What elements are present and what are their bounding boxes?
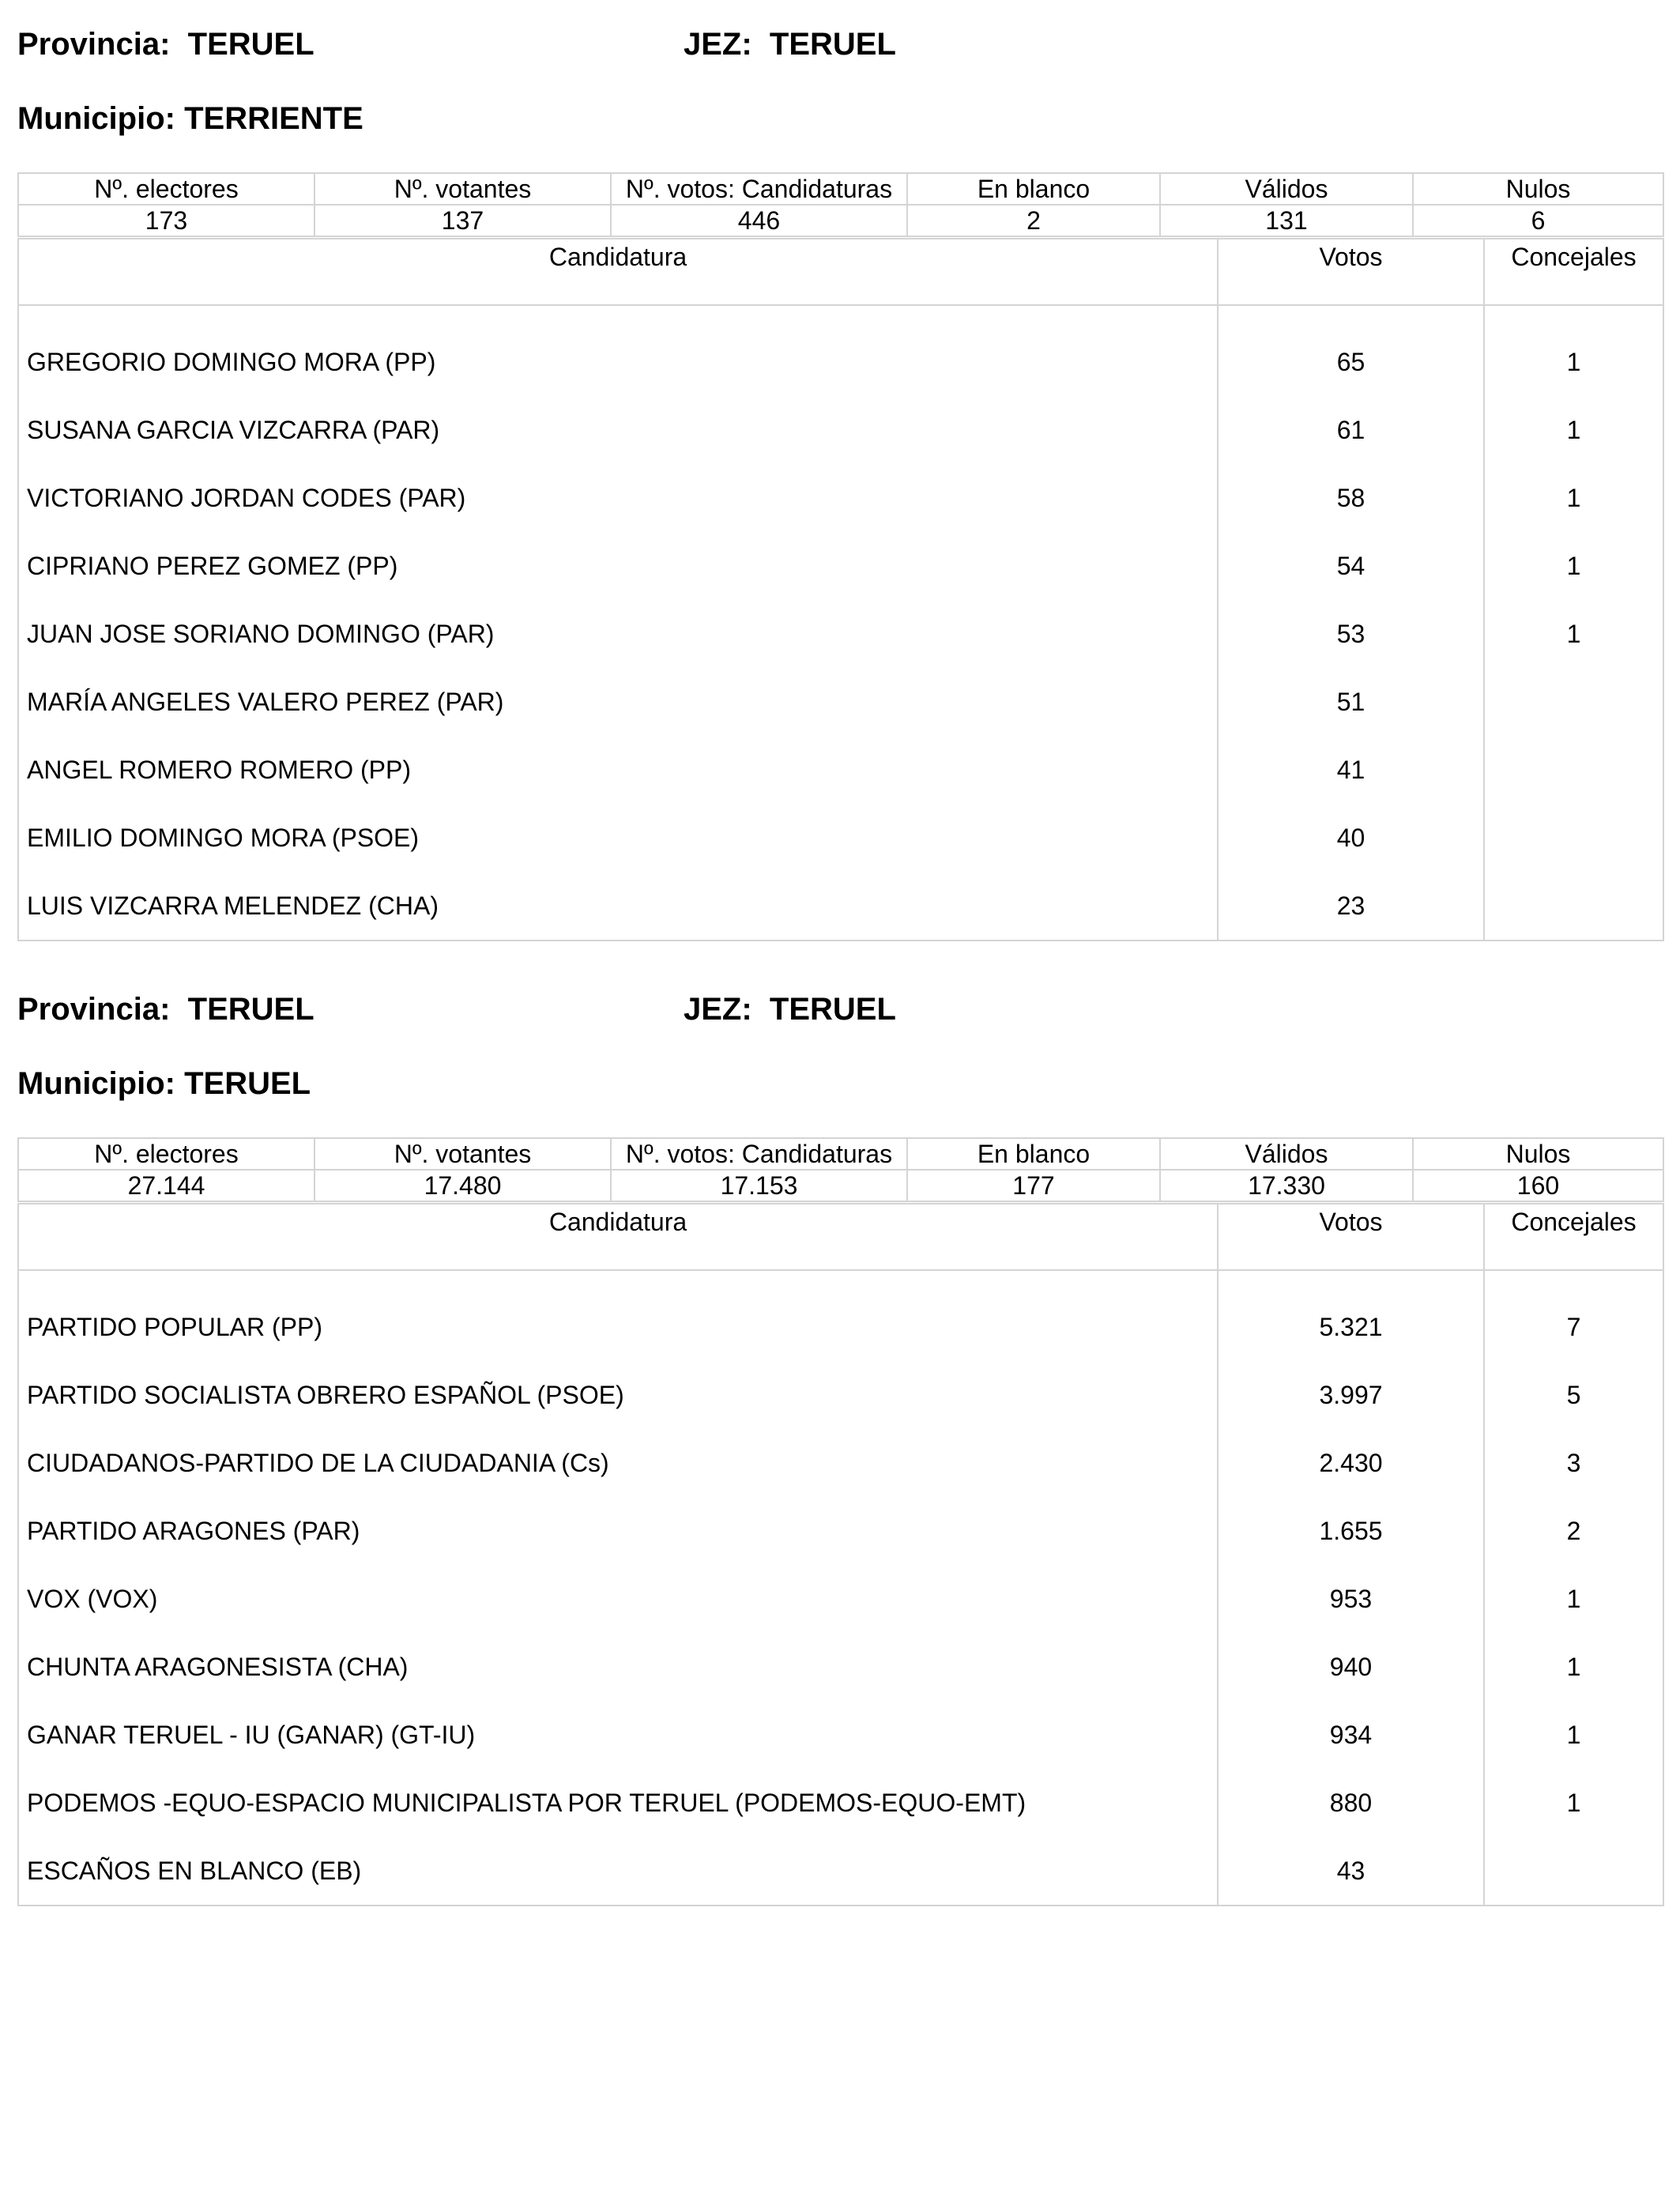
candidate-seats: 1 [1484,305,1663,396]
candidate-votes: 54 [1218,532,1484,600]
jez-value: TERUEL [769,992,896,1027]
jez-heading [684,993,896,1025]
summary-value-row [18,205,1663,236]
candidate-seats [1484,804,1663,872]
municipio-label: Municipio: [17,1066,175,1101]
candidate-seats: 1 [1484,396,1663,464]
table-row [18,1429,1663,1497]
summary-header-cell: En blanco [907,1138,1160,1170]
table-row [18,804,1663,872]
table-row [18,1701,1663,1769]
results-header-row [18,1204,1663,1270]
candidate-seats: 1 [1484,532,1663,600]
table-row [18,668,1663,736]
table-row [18,305,1663,396]
results-table [17,238,1664,941]
candidate-seats [1484,872,1663,941]
summary-header-cell: Nº. votos: Candidaturas [611,1138,907,1170]
summary-header-cell: Nº. electores [18,1138,315,1170]
candidate-votes: 65 [1218,305,1484,396]
candidate-seats: 1 [1484,600,1663,668]
candidate-name: PODEMOS -EQUO-ESPACIO MUNICIPALISTA POR TERUEL (PODEMOS-EQUO-EMT) [18,1769,1218,1837]
candidate-name: GANAR TERUEL - IU (GANAR) (GT-IU) [18,1701,1218,1769]
jez-label: JEZ: [684,992,752,1027]
candidate-seats: 1 [1484,1701,1663,1769]
candidate-votes: 58 [1218,464,1484,532]
candidate-seats [1484,1837,1663,1906]
candidate-name: ANGEL ROMERO ROMERO (PP) [18,736,1218,804]
table-row [18,396,1663,464]
summary-header-cell: Válidos [1160,1138,1413,1170]
candidate-seats: 3 [1484,1429,1663,1497]
votos-header: Votos [1218,239,1484,305]
summary-value-cell: 17.480 [315,1170,611,1201]
summary-value-cell: 2 [907,205,1160,236]
candidate-votes: 53 [1218,600,1484,668]
candidate-name: CIUDADANOS-PARTIDO DE LA CIUDADANIA (Cs) [18,1429,1218,1497]
candidate-votes: 40 [1218,804,1484,872]
table-row [18,532,1663,600]
candidate-name: CHUNTA ARAGONESISTA (CHA) [18,1633,1218,1701]
candidatura-header: Candidatura [18,239,1218,305]
candidate-seats: 2 [1484,1497,1663,1565]
candidate-votes: 953 [1218,1565,1484,1633]
table-row [18,1361,1663,1429]
provincia-value: TERUEL [187,992,315,1027]
votos-header: Votos [1218,1204,1484,1270]
candidate-name: VICTORIANO JORDAN CODES (PAR) [18,464,1218,532]
candidate-seats: 1 [1484,1565,1663,1633]
candidate-votes: 51 [1218,668,1484,736]
table-row [18,1497,1663,1565]
candidate-seats: 1 [1484,464,1663,532]
summary-header-cell: Válidos [1160,173,1413,205]
candidate-votes: 1.655 [1218,1497,1484,1565]
candidate-votes: 3.997 [1218,1361,1484,1429]
table-row [18,464,1663,532]
jez-heading [684,28,896,60]
summary-value-cell: 17.330 [1160,1170,1413,1201]
candidate-votes: 880 [1218,1769,1484,1837]
table-row [18,1633,1663,1701]
summary-header-cell: En blanco [907,173,1160,205]
candidate-seats: 1 [1484,1769,1663,1837]
table-row [18,736,1663,804]
candidate-seats [1484,668,1663,736]
candidate-name: CIPRIANO PEREZ GOMEZ (PP) [18,532,1218,600]
candidate-name: PARTIDO POPULAR (PP) [18,1270,1218,1361]
summary-value-cell: 137 [315,205,611,236]
jez-label: JEZ: [684,27,752,62]
provincia-heading [17,28,315,60]
candidate-seats: 5 [1484,1361,1663,1429]
municipio-heading [17,103,363,134]
summary-value-cell: 446 [611,205,907,236]
summary-value-row [18,1170,1663,1201]
candidate-votes: 2.430 [1218,1429,1484,1497]
provincia-heading [17,993,315,1025]
candidate-votes: 5.321 [1218,1270,1484,1361]
candidate-votes: 934 [1218,1701,1484,1769]
candidate-name: LUIS VIZCARRA MELENDEZ (CHA) [18,872,1218,941]
candidate-votes: 43 [1218,1837,1484,1906]
concejales-header: Concejales [1484,1204,1663,1270]
summary-value-cell: 131 [1160,205,1413,236]
municipio-heading [17,1068,311,1099]
candidate-votes: 940 [1218,1633,1484,1701]
candidate-votes: 61 [1218,396,1484,464]
candidate-name: MARÍA ANGELES VALERO PEREZ (PAR) [18,668,1218,736]
summary-value-cell: 27.144 [18,1170,315,1201]
summary-header-cell: Nulos [1413,173,1663,205]
table-row [18,1270,1663,1361]
provincia-value: TERUEL [187,27,315,62]
candidate-name: GREGORIO DOMINGO MORA (PP) [18,305,1218,396]
table-row [18,872,1663,941]
summary-header-cell: Nº. votantes [315,1138,611,1170]
results-header-row [18,239,1663,305]
candidate-name: EMILIO DOMINGO MORA (PSOE) [18,804,1218,872]
summary-value-cell: 6 [1413,205,1663,236]
summary-header-cell: Nº. votos: Candidaturas [611,173,907,205]
summary-value-cell: 160 [1413,1170,1663,1201]
candidate-seats: 1 [1484,1633,1663,1701]
candidate-name: VOX (VOX) [18,1565,1218,1633]
municipio-value: TERUEL [184,1066,311,1101]
candidate-votes: 23 [1218,872,1484,941]
candidate-name: JUAN JOSE SORIANO DOMINGO (PAR) [18,600,1218,668]
summary-header-row [18,1138,1663,1170]
table-row [18,600,1663,668]
jez-value: TERUEL [769,27,896,62]
candidatura-header: Candidatura [18,1204,1218,1270]
candidate-votes: 41 [1218,736,1484,804]
candidate-seats [1484,736,1663,804]
summary-header-row [18,173,1663,205]
municipio-label: Municipio: [17,101,175,136]
candidate-name: PARTIDO ARAGONES (PAR) [18,1497,1218,1565]
table-row [18,1837,1663,1906]
candidate-name: ESCAÑOS EN BLANCO (EB) [18,1837,1218,1906]
summary-header-cell: Nº. electores [18,173,315,205]
summary-table [17,1137,1664,1202]
summary-value-cell: 173 [18,205,315,236]
candidate-seats: 7 [1484,1270,1663,1361]
results-table [17,1203,1664,1906]
candidate-name: PARTIDO SOCIALISTA OBRERO ESPAÑOL (PSOE) [18,1361,1218,1429]
summary-value-cell: 17.153 [611,1170,907,1201]
summary-header-cell: Nº. votantes [315,173,611,205]
summary-value-cell: 177 [907,1170,1160,1201]
provincia-label: Provincia: [17,27,171,62]
summary-table [17,172,1664,237]
table-row [18,1769,1663,1837]
table-row [18,1565,1663,1633]
provincia-label: Provincia: [17,992,171,1027]
summary-header-cell: Nulos [1413,1138,1663,1170]
concejales-header: Concejales [1484,239,1663,305]
municipio-value: TERRIENTE [184,101,363,136]
candidate-name: SUSANA GARCIA VIZCARRA (PAR) [18,396,1218,464]
